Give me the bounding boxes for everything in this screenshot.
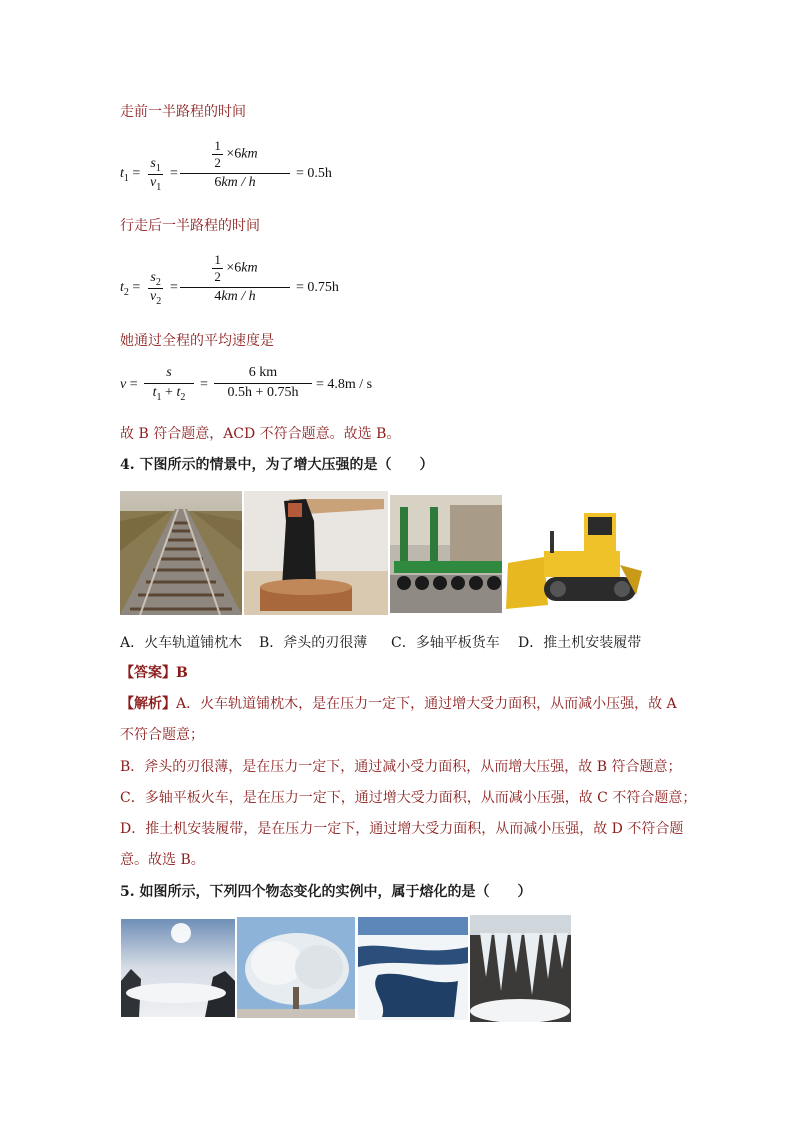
solution-line-3: 她通过全程的平均速度是 — [120, 333, 274, 349]
melting-ice-river-image — [358, 917, 468, 1020]
solution-line-2: 行走后一半路程的时间 — [120, 218, 260, 234]
analysis-line-5: D．推土机安装履带，是在压力一定下，通过增大受力面积，从而减小压强，故 D 不符合题 — [120, 821, 684, 837]
frosted-tree-image — [237, 917, 355, 1018]
analysis-line-3: B．斧头的刃很薄，是在压力一定下，通过减小受力面积，从而增大压强，故 B 符合题意； — [120, 759, 682, 775]
flatbed-truck-image — [390, 495, 502, 613]
railway-track-image — [120, 491, 242, 615]
axe-image — [244, 491, 388, 615]
answer-line — [120, 663, 188, 683]
answer-tag: 【答案】 — [120, 665, 176, 681]
question-4-title: 4. 下图所示的情景中，为了增大压强的是（ ） — [120, 457, 434, 473]
bulldozer-image — [504, 505, 644, 613]
analysis-line-2: 不符合题意； — [120, 727, 204, 743]
option-c: C．多轴平板货车 — [391, 635, 500, 651]
option-b: B．斧头的刃很薄 — [259, 635, 368, 651]
option-a: A．火车轨道铺枕木 — [120, 635, 243, 651]
analysis-line-1: 【解析】A．火车轨道铺枕木，是在压力一定下，通过增大受力面积，从而减小压强，故 A — [120, 696, 677, 712]
icicles-image — [470, 915, 571, 1022]
analysis-tag: 【解析】 — [120, 696, 176, 712]
equation-average-speed: v = s $t_1 + t_2$ = 6 km 0.5h + 0.75h = 4.8m / s — [120, 365, 373, 403]
question-5-title: 5. 如图所示，下列四个物态变化的实例中，属于熔化的是（ ） — [120, 884, 532, 900]
equation-t2: $t_2$ = $\frac{s_2}{v_2}$ = $\frac{1}{2}$ ×6km 4km / h = 0.75h — [120, 252, 339, 307]
solution-conclusion: 故 B 符合题意，ACD 不符合题意。故选 B。 — [120, 426, 401, 442]
solution-line-1: 走前一半路程的时间 — [120, 104, 246, 120]
analysis-line-4: C．多轴平板火车，是在压力一定下，通过增大受力面积，从而减小压强，故 C 不符合题意； — [120, 790, 697, 806]
equation-t1: $t_1$ = $\frac{s_1}{v_1}$ = $\frac{1}{2}$ ×6km 6km / h = 0.5h — [120, 138, 332, 193]
option-d: D．推土机安装履带 — [518, 635, 642, 651]
analysis-line-6: 意。故选 B。 — [120, 852, 205, 868]
answer-value: B — [176, 665, 188, 681]
mountain-fog-image — [121, 919, 235, 1017]
